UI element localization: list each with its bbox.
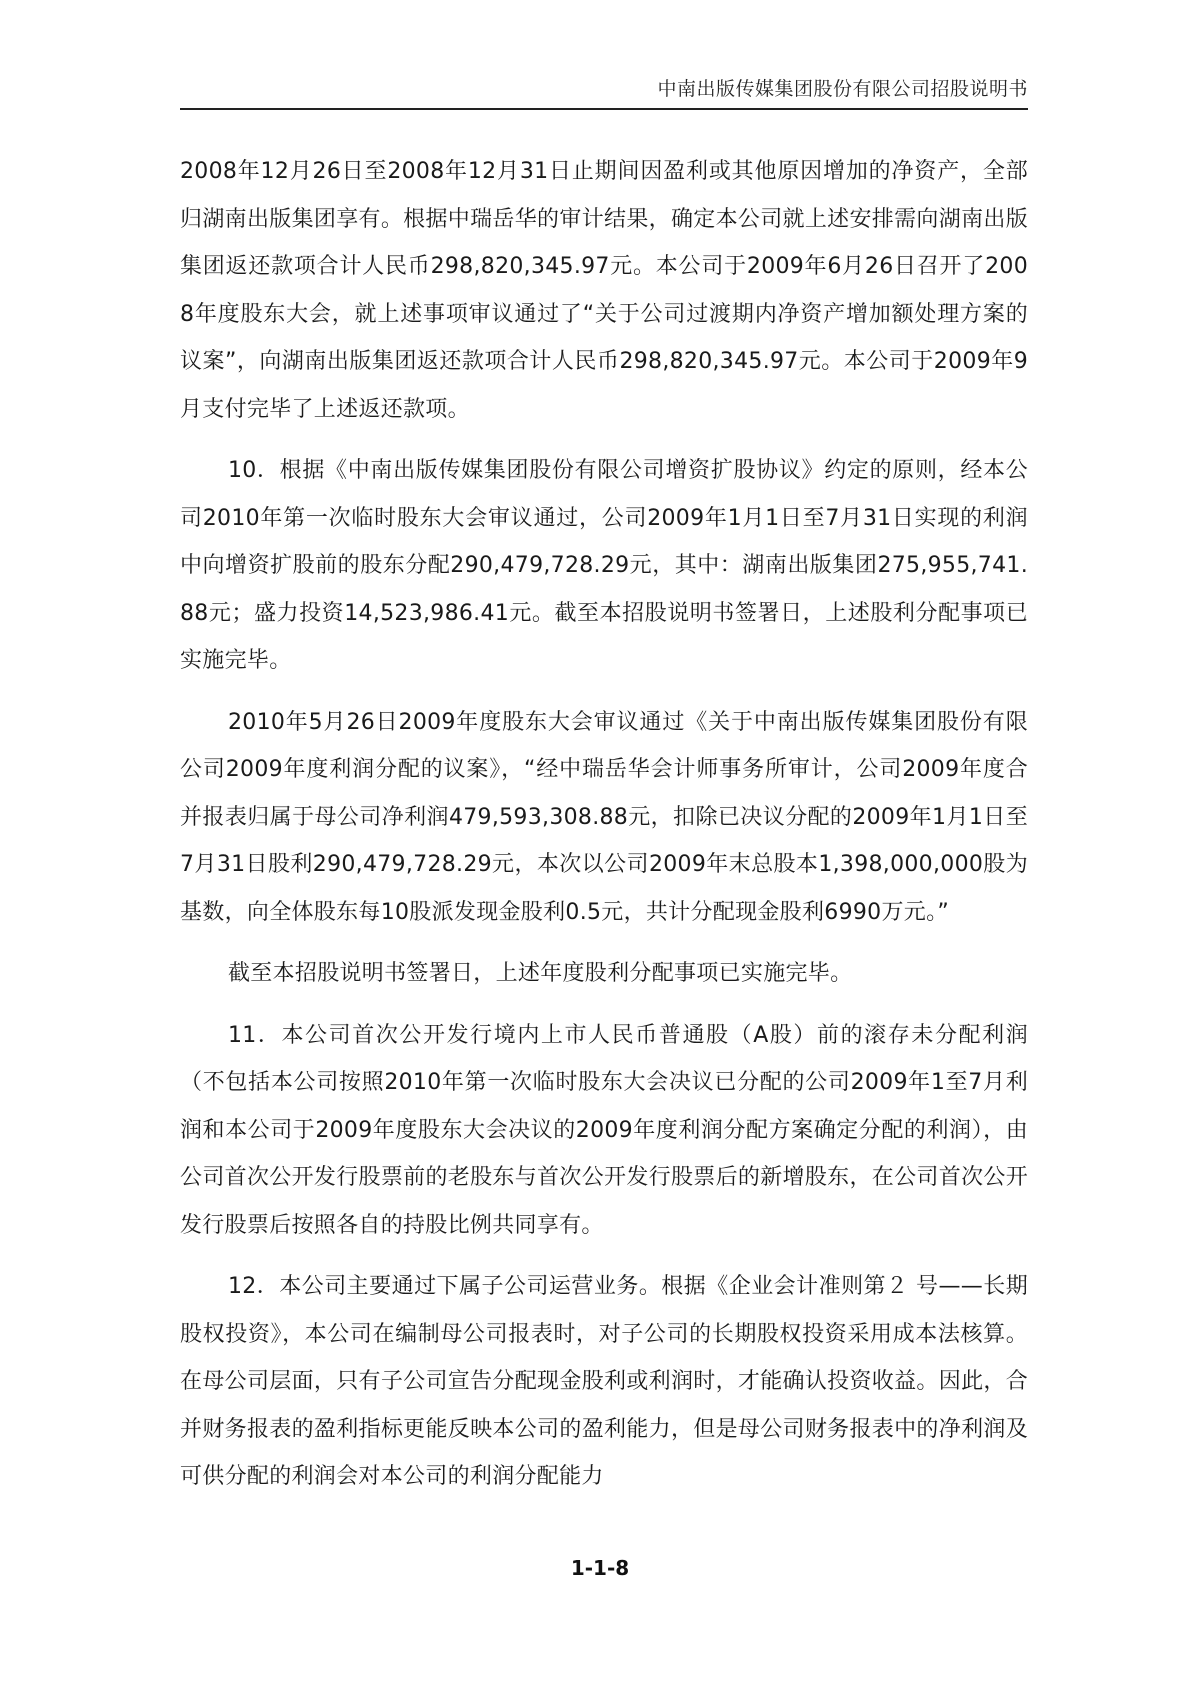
header-title: 中南出版传媒集团股份有限公司招股说明书: [657, 78, 1028, 100]
paragraph-net-asset-return: 2008年12月26日至2008年12月31日止期间因盈利或其他原因增加的净资产，全部归湖南出版集团享有。根据中瑞岳华的审计结果，确定本公司就上述安排需向湖南出版集团返还款项合计人民币298,820,345.97元。本公司于2009年6月26日召开了2008年度股东大会，就上述事项审议通过了“关于公司过渡期内净资产增加额处理方案的议案”，向湖南出版集团返还款项合计人民币298,820,345.97元。本公司于2009年9月支付完毕了上述返还款项。: [180, 159, 1028, 422]
paragraph-distribution-completed: 截至本招股说明书签署日，上述年度股利分配事项已实施完毕。: [228, 961, 853, 986]
page-header: [180, 76, 1028, 110]
document-body: [180, 148, 1028, 1515]
paragraph-item-12: 12．本公司主要通过下属子公司运营业务。根据《企业会计准则第２ 号——长期股权投资》，本公司在编制母公司报表时，对子公司的长期股权投资采用成本法核算。在母公司层面，只有子公司宣告分配现金股利或利润时，才能确认投资收益。因此，合并财务报表的盈利指标更能反映本公司的盈利能力，但是母公司财务报表中的净利润及可供分配的利润会对本公司的利润分配能力: [180, 1274, 1028, 1489]
paragraph-2009-profit-distribution: 2010年5月26日2009年度股东大会审议通过《关于中南出版传媒集团股份有限公司2009年度利润分配的议案》，“经中瑞岳华会计师事务所审计，公司2009年度合并报表归属于母公司净利润479,593,308.88元，扣除已决议分配的2009年1月1日至7月31日股利290,479,728.29元，本次以公司2009年末总股本1,398,000,000股为基数，向全体股东每10股派发现金股利0.5元，共计分配现金股利6990万元。”: [180, 709, 1028, 925]
paragraph-item-11: 11．本公司首次公开发行境内上市人民币普通股（A股）前的滚存未分配利润（不包括本公司按照2010年第一次临时股东大会决议已分配的公司2009年1至7月利润和本公司于2009年度股东大会决议的2009年度利润分配方案确定分配的利润），由公司首次公开发行股票前的老股东与首次公开发行股票后的新增股东，在公司首次公开发行股票后按照各自的持股比例共同享有。: [180, 1022, 1028, 1238]
paragraph-item-10: 10．根据《中南出版传媒集团股份有限公司增资扩股协议》约定的原则，经本公司2010年第一次临时股东大会审议通过，公司2009年1月1日至7月31日实现的利润中向增资扩股前的股东分配290,479,728.29元，其中：湖南出版集团275,955,741.88元；盛力投资14,523,986.41元。截至本招股说明书签署日，上述股利分配事项已实施完毕。: [180, 458, 1028, 673]
page-number: 1-1-8: [570, 1556, 630, 1580]
